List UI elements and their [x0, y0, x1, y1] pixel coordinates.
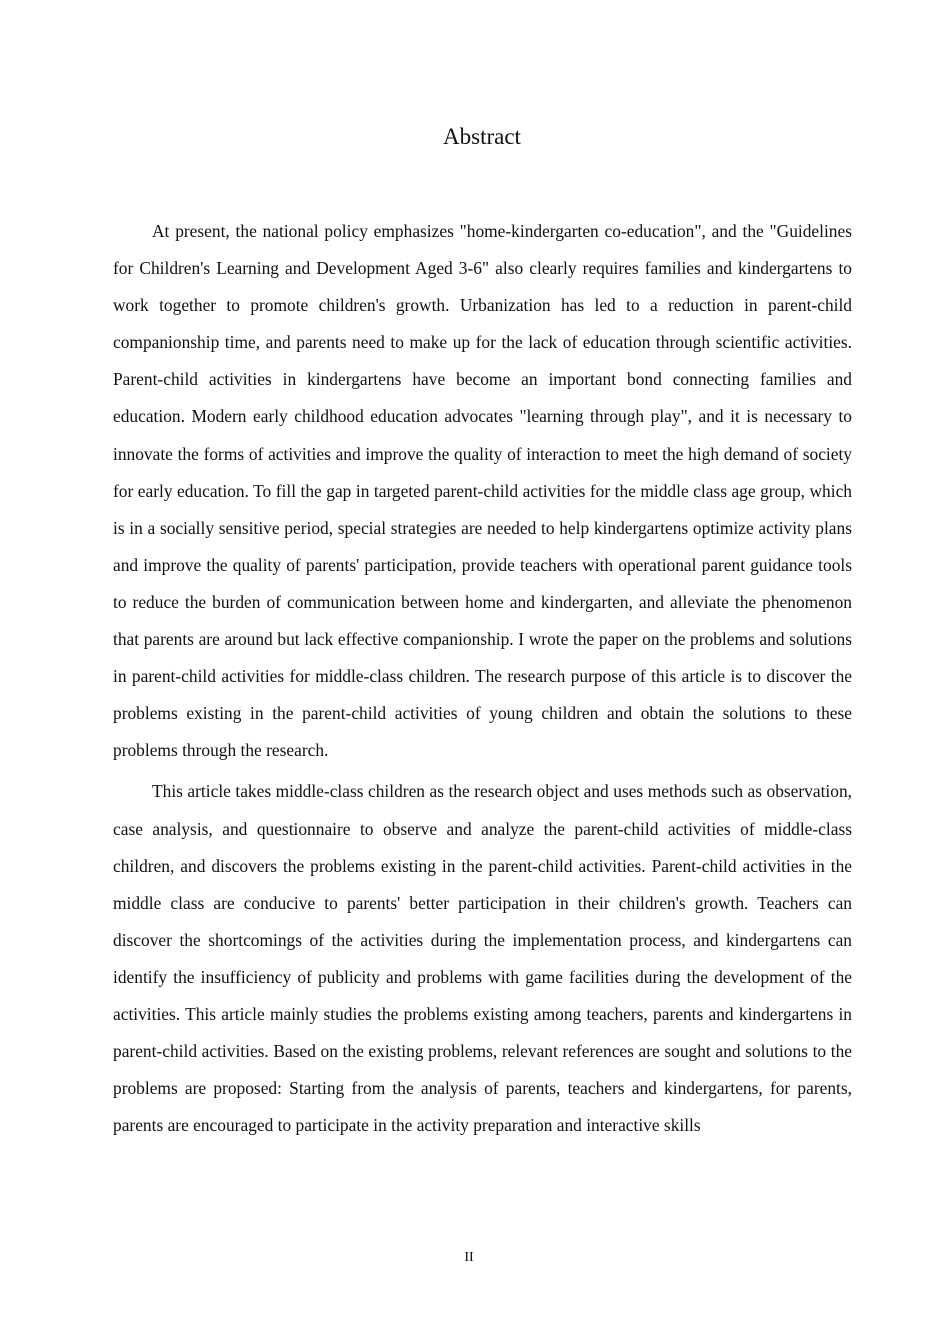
page-title: Abstract — [443, 124, 521, 149]
abstract-body — [113, 213, 852, 1148]
abstract-paragraph-2: This article takes middle-class children as the research object and uses methods such as observation, case analysis, and questionnaire to observe and analyze the parent-child activities of middle-class children, and discovers the problems existing in the parent-child activities. Parent-child activities in the middle class are conducive to parents' better participation in their children's growth. Teachers can discover the shortcomings of the activities during the implementation process, and kindergartens can identify the insufficiency of publicity and problems with game facilities during the development of the activities. This article mainly studies the problems existing among teachers, parents and kindergartens in parent-child activities. Based on the existing problems, relevant references are sought and solutions to the problems are proposed: Starting from the analysis of parents, teachers and kindergartens, for parents, parents are encouraged to participate in the activity preparation and interactive skills — [113, 781, 852, 1136]
abstract-paragraph-1: At present, the national policy emphasizes "home-kindergarten co-education", and the "Guidelines for Children's Learning and Development Aged 3-6" also clearly requires families and kindergartens to work together to promote children's growth. Urbanization has led to a reduction in parent-child companionship time, and parents need to make up for the lack of education through scientific activities. Parent-child activities in kindergartens have become an important bond connecting families and education. Modern early childhood education advocates "learning through play", and it is necessary to innovate the forms of activities and improve the quality of interaction to meet the high demand of society for early education. To fill the gap in targeted parent-child activities for the middle class age group, which is in a socially sensitive period, special strategies are needed to help kindergartens optimize activity plans and improve the quality of parents' participation, provide teachers with operational parent guidance tools to reduce the burden of communication between home and kindergarten, and alleviate the phenomenon that parents are around but lack effective companionship. I wrote the paper on the problems and solutions in parent-child activities for middle-class children. The research purpose of this article is to discover the problems existing in the parent-child activities of young children and obtain the solutions to these problems through the research. — [113, 221, 852, 761]
page-number: II — [464, 1250, 474, 1265]
